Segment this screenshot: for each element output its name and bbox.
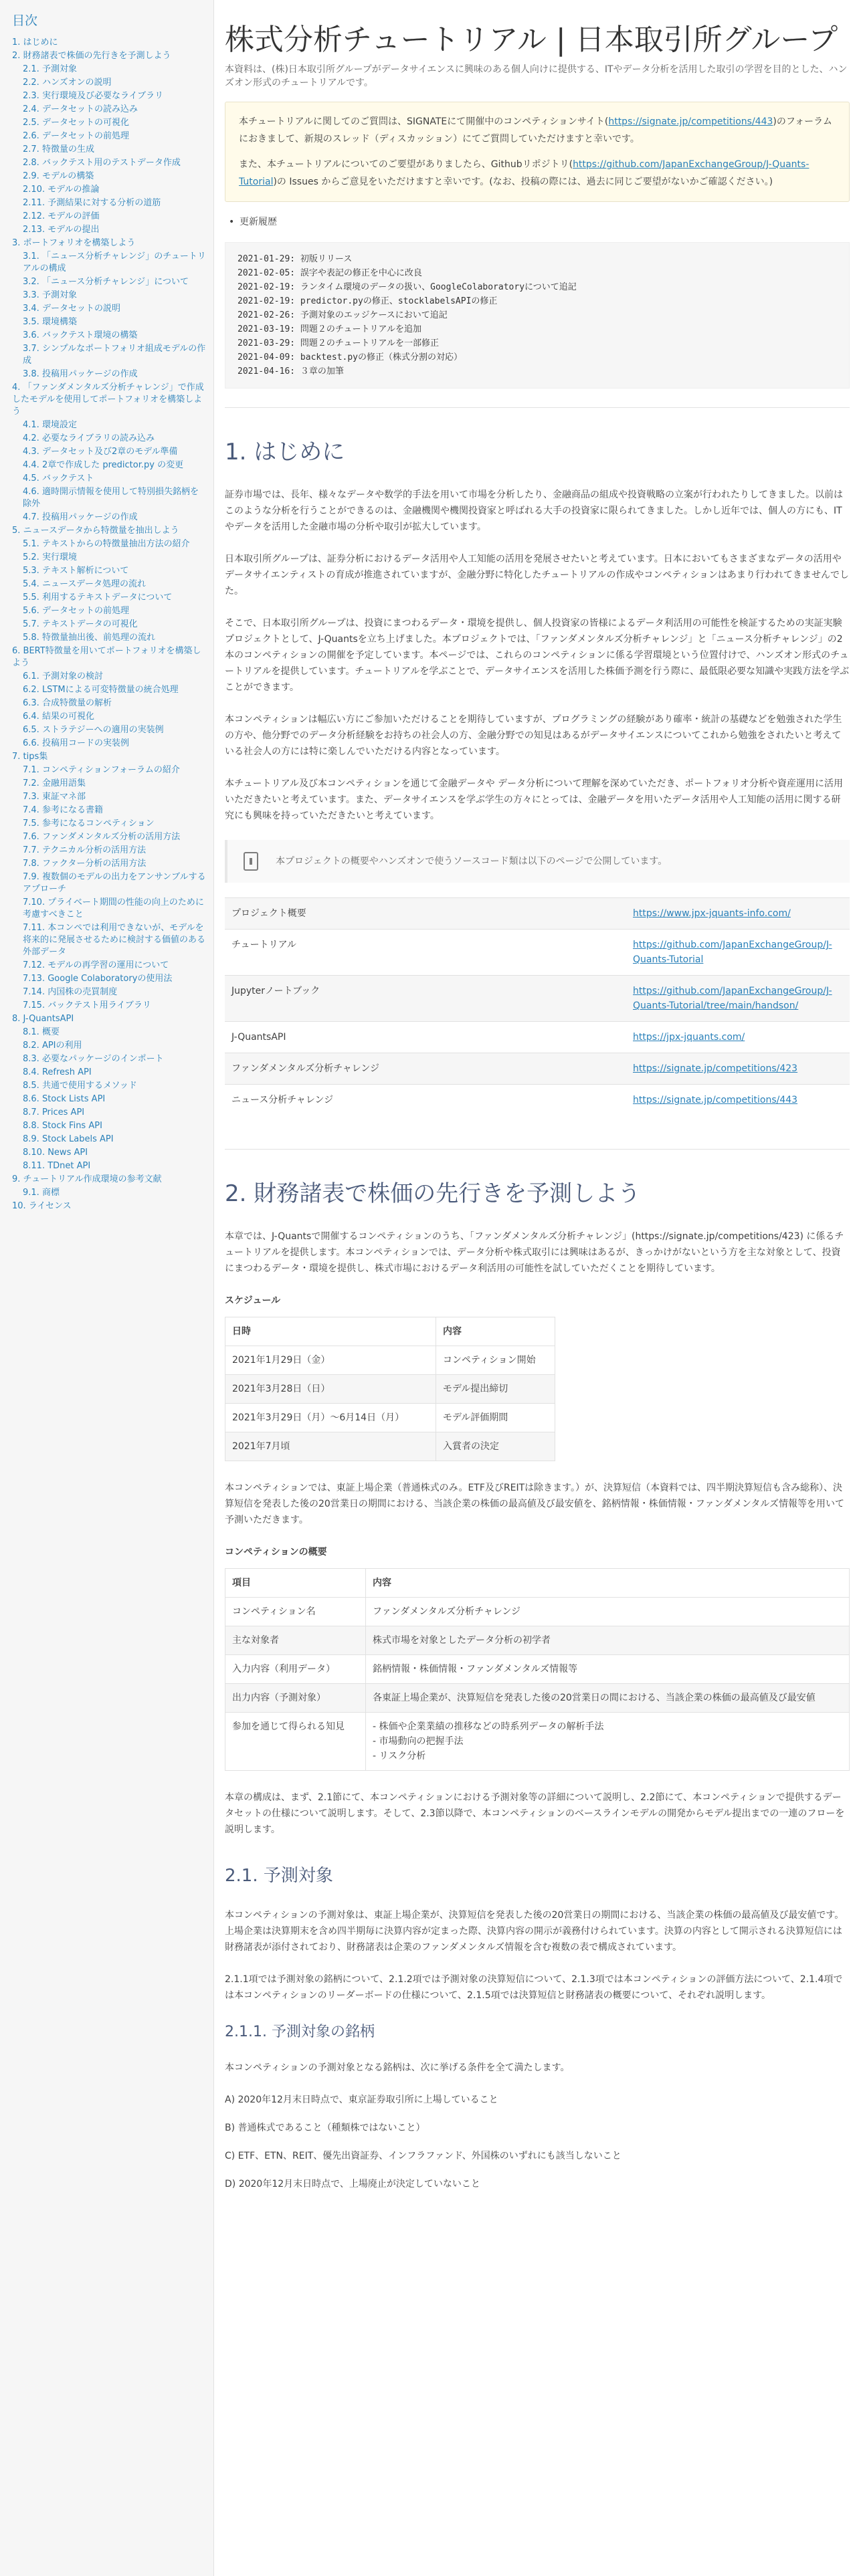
toc-item[interactable] — [9, 143, 207, 156]
table-of-contents — [0, 0, 214, 2576]
table-cell: 2021年3月29日（月）～6月14日（月） — [225, 1404, 436, 1432]
toc-link[interactable]: 8.5. 共通で使用するメソッド — [23, 1081, 137, 1091]
table-cell: ファンダメンタルズ分析チャレンジ — [366, 1598, 850, 1626]
toc-link[interactable]: 8.3. 必要なパッケージのインポート — [23, 1054, 164, 1064]
toc-item[interactable] — [9, 857, 207, 871]
table-row — [225, 1655, 850, 1684]
table-row — [225, 1713, 850, 1771]
resource-url-cell — [626, 1085, 850, 1116]
toc-item[interactable] — [9, 49, 207, 63]
intro-paragraph: 証券市場では、長年、様々なデータや数学的手法を用いて市場を分析したり、金融商品の組成や投資戦略の立案が行われたりしてきました。以前はこのような分析を行うことができるのは、金融機関や機関投資家と呼ばれる大手の投資家に限られてきました。しかし近年では、個人の方にも、ITやデータを活用した金融市場の分析や取引が拡大しています。 — [225, 490, 843, 532]
table-header: 日時 — [225, 1317, 436, 1346]
toc-link[interactable]: 8. J-QuantsAPI — [12, 1014, 74, 1024]
table-cell: 入賞者の決定 — [436, 1432, 555, 1461]
toc-item[interactable] — [9, 432, 207, 445]
table-cell: 各東証上場企業が、決算短信を発表した後の20営業日の間における、当該企業の株価の最高値及び最安値 — [366, 1684, 850, 1713]
toc-item[interactable] — [9, 1186, 207, 1200]
toc-link[interactable]: 7.3. 東証マネ部 — [23, 792, 86, 802]
toc-link[interactable]: 8.7. Prices API — [23, 1107, 85, 1117]
toc-link[interactable]: 2.7. 特徴量の生成 — [23, 144, 94, 154]
toc-list — [9, 36, 207, 1213]
toc-item[interactable] — [9, 63, 207, 76]
toc-item[interactable] — [9, 90, 207, 103]
notice-paragraph — [239, 113, 836, 148]
history-entry: 2021-02-19: ランタイム環境のデータの扱い、GoogleColaboratoryについて追記 — [237, 282, 577, 292]
info-icon — [244, 852, 258, 871]
toc-link[interactable]: 4.6. 適時開示情報を使用して特別損失銘柄を除外 — [23, 487, 199, 509]
toc-title: 目次 — [12, 13, 38, 28]
divider — [225, 407, 850, 408]
toc-item[interactable] — [9, 368, 207, 381]
subsection-heading-target: 2.1. 予測対象 — [225, 1866, 333, 1886]
resource-url-cell — [626, 1053, 850, 1085]
table-cell: - 株価や企業業績の推移などの時系列データの解析手法 - 市場動向の把握手法 - リスク分析 — [366, 1713, 850, 1771]
toc-link[interactable]: 4.3. データセット及び2章のモデル準備 — [23, 447, 178, 457]
toc-link[interactable]: 2.11. 予測結果に対する分析の道筋 — [23, 198, 161, 208]
history-label: • 更新履歴 — [225, 214, 850, 230]
toc-item[interactable] — [9, 764, 207, 777]
toc-item[interactable] — [9, 1012, 207, 1026]
history-entry: 2021-02-19: predictor.pyの修正、stocklabelsAPIの修正 — [237, 296, 498, 306]
toc-item[interactable] — [9, 524, 207, 538]
table-cell: コンペティション名 — [225, 1598, 366, 1626]
info-text: 本プロジェクトの概要やハンズオンで使うソースコード類は以下のページで公開しています。 — [276, 856, 668, 867]
toc-link[interactable]: 2.5. データセットの可視化 — [23, 118, 129, 128]
toc-link[interactable]: 8.6. Stock Lists API — [23, 1094, 106, 1104]
toc-item[interactable] — [9, 817, 207, 831]
toc-item[interactable] — [9, 183, 207, 197]
toc-item[interactable] — [9, 210, 207, 223]
toc-link[interactable]: 2.12. モデルの評価 — [23, 211, 100, 221]
toc-item[interactable] — [9, 289, 207, 302]
toc-link[interactable]: 7.12. モデルの再学習の運用について — [23, 960, 169, 970]
resource-link[interactable]: https://jpx-jquants.com/ — [633, 1032, 745, 1043]
intro-paragraph: そこで、日本取引所グループは、投資にまつわるデータ・環境を提供し、個人投資家の皆様によるデータ利活用の可能性を検証するための実証実験プロジェクトとして、J-Quantsを立ち上げました。本プロジェクトでは、「ファンダメンタルズ分析チャレンジ」と「ニュース分析チャレンジ」の2本のコンペティションの開催を予定しています。本ページでは、これらのコンペティションに係る学習環境という位置付けで、ハンズオン形式のチュートリアルを提供しています。チュートリアルを学ぶことで、データサイエンスを活用した株価予測を行う際に、最低限必要な知識や実践方法を学ぶことができます。 — [225, 618, 850, 693]
toc-link[interactable]: 10. ライセンス — [12, 1201, 72, 1211]
toc-item[interactable] — [9, 76, 207, 90]
notice-paragraph — [239, 156, 836, 191]
resource-name: チュートリアル — [225, 930, 626, 976]
toc-link[interactable]: 2. 財務諸表で株価の先行きを予測しよう — [12, 51, 171, 61]
history-entry: 2021-02-05: 誤字や表記の修正を中心に改良 — [237, 268, 422, 278]
page-intro: 本資料は、(株)日本取引所グループがデータサイエンスに興味のある個人向けに提供する、ITやデータ分析を活用した取引の学習を目的とした、ハンズオン形式のチュートリアルです。 — [225, 64, 848, 88]
toc-link[interactable]: 8.10. News API — [23, 1148, 88, 1158]
toc-link[interactable]: 5.5. 利用するテキストデータについて — [23, 593, 173, 603]
toc-link[interactable]: 7.2. 金融用語集 — [23, 778, 86, 788]
resource-url-cell — [626, 898, 850, 930]
toc-item[interactable] — [9, 1026, 207, 1039]
toc-link[interactable]: 7.11. 本コンペでは利用できないが、モデルを将来的に発展させるために検討する価値のある外部データ — [23, 923, 206, 957]
resource-name: ファンダメンタルズ分析チャレンジ — [225, 1053, 626, 1085]
toc-item[interactable] — [9, 419, 207, 432]
table-row — [225, 976, 850, 1022]
toc-link[interactable]: 4.7. 投稿用パッケージの作成 — [23, 512, 138, 522]
github-repo-link[interactable]: https://github.com/JapanExchangeGroup/J-Quants-Tutorial — [239, 159, 809, 187]
update-history-block — [225, 242, 850, 389]
resource-link[interactable]: https://www.jpx-jquants-info.com/ — [633, 908, 791, 919]
toc-link[interactable]: 3.4. データセットの説明 — [23, 304, 120, 314]
section-heading-intro: 1. はじめに — [225, 439, 345, 465]
toc-item[interactable] — [9, 710, 207, 724]
toc-link[interactable]: 2.10. モデルの推論 — [23, 185, 100, 195]
toc-link[interactable]: 3.3. 予測対象 — [23, 290, 77, 300]
subsubsection-heading-stocks: 2.1.1. 予測対象の銘柄 — [225, 2024, 375, 2040]
table-cell: モデル評価期間 — [436, 1404, 555, 1432]
toc-item[interactable] — [9, 697, 207, 710]
toc-link[interactable]: 6.5. ストラテジーへの適用の実装例 — [23, 725, 164, 735]
toc-item[interactable] — [9, 804, 207, 817]
toc-item[interactable] — [9, 844, 207, 857]
toc-item[interactable] — [9, 445, 207, 459]
table-row — [225, 1598, 850, 1626]
toc-item[interactable] — [9, 670, 207, 683]
toc-item[interactable] — [9, 130, 207, 143]
toc-item[interactable] — [9, 472, 207, 486]
toc-link[interactable]: 8.11. TDnet API — [23, 1161, 91, 1171]
resource-url-cell — [626, 976, 850, 1022]
toc-link[interactable]: 9.1. 商標 — [23, 1188, 60, 1198]
toc-item[interactable] — [9, 1066, 207, 1079]
toc-link[interactable]: 7.4. 参考になる書籍 — [23, 805, 103, 815]
toc-link[interactable]: 2.6. データセットの前処理 — [23, 131, 129, 141]
section2-structure: 本章の構成は、まず、2.1節にて、本コンペティションにおける予測対象等の詳細について説明し、2.2節にて、本コンペティションで提供するデータセットの仕様について説明します。そして、2.3節以降で、本コンペティションのベースラインモデルの開発からモデル提出までの一連のフローを説明します。 — [225, 1792, 845, 1835]
table-row — [225, 1053, 850, 1085]
toc-item[interactable] — [9, 683, 207, 697]
toc-link[interactable]: 6.4. 結果の可視化 — [23, 712, 94, 722]
resource-link[interactable]: https://github.com/JapanExchangeGroup/J-Quants-Tutorial — [633, 940, 832, 965]
table-cell: 2021年3月28日（日） — [225, 1375, 436, 1404]
table-row — [225, 1404, 555, 1432]
toc-link[interactable]: 8.4. Refresh API — [23, 1067, 92, 1077]
table-cell: コンペティション開始 — [436, 1346, 555, 1375]
toc-item[interactable] — [9, 986, 207, 999]
toc-link[interactable]: 3.5. 環境構築 — [23, 317, 77, 327]
toc-item[interactable] — [9, 250, 207, 276]
toc-link[interactable]: 3.2. 「ニュース分析チャレンジ」について — [23, 277, 189, 287]
toc-item[interactable] — [9, 831, 207, 844]
table-row — [225, 1375, 555, 1404]
toc-link[interactable]: 6. BERT特徴量を用いてポートフォリオを構築しよう — [12, 646, 201, 668]
intro-paragraphs — [225, 487, 850, 824]
toc-link[interactable]: 5.4. ニュースデータ処理の流れ — [23, 579, 147, 589]
notice-text: )のフォーラムにおきまして、新規のスレッド（ディスカッション）にてご質問していただけますと幸いです。 — [239, 116, 833, 144]
toc-item[interactable] — [9, 237, 207, 250]
stocks-paragraph: 本コンペティションの予測対象となる銘柄は、次に挙げる条件を全て満たします。 — [225, 2062, 570, 2073]
toc-item[interactable] — [9, 618, 207, 631]
toc-link[interactable]: 7.14. 内国株の売買制度 — [23, 987, 118, 997]
toc-link[interactable]: 3.6. バックテスト環境の構築 — [23, 330, 138, 340]
notice-box — [225, 102, 850, 202]
table-row — [225, 1432, 555, 1461]
toc-link[interactable]: 4.2. 必要なライブラリの読み込み — [23, 433, 155, 443]
resource-url-cell — [626, 1022, 850, 1053]
table-cell: 銘柄情報・株価情報・ファンダメンタルズ情報等 — [366, 1655, 850, 1684]
condition-item: A) 2020年12月末日時点で、東京証券取引所に上場していること — [225, 2095, 498, 2105]
toc-item[interactable] — [9, 116, 207, 130]
toc-link[interactable]: 6.1. 予測対象の検討 — [23, 671, 103, 681]
history-entry: 2021-04-16: ３章の加筆 — [237, 366, 344, 377]
toc-item[interactable] — [9, 1146, 207, 1160]
toc-link[interactable]: 7.15. バックテスト用ライブラリ — [23, 1000, 151, 1010]
intro-paragraph: 本チュートリアル及び本コンペティションを通じて金融データや データ分析について理解を深めていただき、ポートフォリオ分析や資産運用に活用いただきたいと考えています。また、データサイエンスを学ぶ学生の方々にとっては、金融データを用いたデータ活用や人工知能の活用に関する研究にも興味を持っていただきたいと考えています。 — [225, 778, 843, 821]
toc-item[interactable] — [9, 777, 207, 790]
toc-item[interactable] — [9, 564, 207, 578]
resource-url-cell — [626, 930, 850, 976]
toc-item[interactable] — [9, 1160, 207, 1173]
toc-item[interactable] — [9, 486, 207, 511]
toc-link[interactable]: 7.10. プライベート期間の性能の向上のために考慮すべきこと — [23, 897, 204, 920]
signate-forum-link[interactable]: https://signate.jp/competitions/443 — [608, 116, 773, 127]
toc-item[interactable] — [9, 1133, 207, 1146]
table-cell: 2021年1月29日（金） — [225, 1346, 436, 1375]
toc-item[interactable] — [9, 197, 207, 210]
toc-link[interactable]: 7.1. コンペティションフォーラムの紹介 — [23, 765, 180, 775]
toc-item[interactable] — [9, 329, 207, 342]
toc-item[interactable] — [9, 459, 207, 472]
toc-item[interactable] — [9, 896, 207, 922]
toc-link[interactable]: 8.8. Stock Fins API — [23, 1121, 102, 1131]
toc-link[interactable]: 2.1. 予測対象 — [23, 64, 77, 74]
toc-link[interactable]: 6.3. 合成特徴量の解析 — [23, 698, 112, 708]
toc-item[interactable] — [9, 223, 207, 237]
resource-name: ニュース分析チャレンジ — [225, 1085, 626, 1116]
table-row — [225, 898, 850, 930]
resource-link[interactable]: https://signate.jp/competitions/443 — [633, 1095, 798, 1105]
toc-link[interactable]: 6.6. 投稿用コードの実装例 — [23, 738, 129, 748]
table-header: 項目 — [225, 1569, 366, 1598]
table-cell: モデル提出締切 — [436, 1375, 555, 1404]
toc-item[interactable] — [9, 1173, 207, 1186]
toc-link[interactable]: 7. tips集 — [12, 752, 48, 762]
table-header: 内容 — [436, 1317, 555, 1346]
toc-item[interactable] — [9, 511, 207, 524]
toc-item[interactable] — [9, 103, 207, 116]
toc-link[interactable]: 7.5. 参考になるコンペティション — [23, 819, 155, 829]
notice-text: )の Issues からご意見をいただけますと幸いです。(なお、投稿の際には、過去に同じご要望がないかご確認ください。) — [273, 177, 773, 187]
toc-item[interactable] — [9, 724, 207, 737]
toc-item[interactable] — [9, 36, 207, 49]
toc-item[interactable] — [9, 342, 207, 368]
overview-table — [225, 1568, 850, 1771]
toc-item[interactable] — [9, 605, 207, 618]
toc-link[interactable]: 2.8. バックテスト用のテストデータ作成 — [23, 158, 181, 168]
toc-item[interactable] — [9, 551, 207, 564]
resource-name: J-QuantsAPI — [225, 1022, 626, 1053]
toc-item[interactable] — [9, 302, 207, 316]
toc-item[interactable] — [9, 631, 207, 645]
resource-link[interactable]: https://signate.jp/competitions/423 — [633, 1063, 798, 1074]
resource-name: プロジェクト概要 — [225, 898, 626, 930]
toc-link[interactable]: 7.9. 複数個のモデルの出力をアンサンブルするアプローチ — [23, 872, 206, 894]
history-entry: 2021-02-26: 予測対象のエッジケースにおいて追記 — [237, 310, 448, 320]
toc-link[interactable]: 7.6. ファンダメンタルズ分析の活用方法 — [23, 832, 181, 842]
toc-link[interactable]: 1. はじめに — [12, 37, 58, 47]
table-cell: 出力内容（予測対象） — [225, 1684, 366, 1713]
toc-item[interactable] — [9, 1079, 207, 1093]
toc-link[interactable]: 2.2. ハンズオンの説明 — [23, 78, 112, 88]
condition-item: B) 普通株式であること（種類株ではないこと） — [225, 2123, 425, 2133]
toc-link[interactable]: 7.13. Google Colaboratoryの使用法 — [23, 974, 173, 984]
schedule-table — [225, 1317, 555, 1461]
toc-item[interactable] — [9, 1093, 207, 1106]
condition-item: C) ETF、ETN、REIT、優先出資証券、インフラファンド、外国株のいずれにも該当しないこと — [225, 2151, 622, 2161]
target-paragraph: 本コンペティションの予測対象は、東証上場企業が、決算短信を発表した後の20営業日の期間における、当該企業の株価の最高値及び最安値です。上場企業は決算期末を含め四半期毎に決算内容が定まった際、決算内容の開示が義務付けられています。決算の内容として開示される決算短信には財務諸表が添付されており、財務諸表は企業のファンダメンタルズ情報を含む複数の表で構成されています。 — [225, 1910, 844, 1953]
history-entry: 2021-04-09: backtest.pyの修正（株式分割の対応） — [237, 352, 463, 362]
toc-link[interactable]: 5.6. データセットの前処理 — [23, 606, 129, 616]
table-cell: 入力内容（利用データ） — [225, 1655, 366, 1684]
toc-link[interactable]: 7.7. テクニカル分析の活用方法 — [23, 845, 147, 855]
table-row — [225, 1022, 850, 1053]
toc-item[interactable] — [9, 170, 207, 183]
schedule-title: スケジュール — [225, 1295, 281, 1306]
toc-link[interactable]: 4. 「ファンダメンタルズ分析チャレンジ」で作成したモデルを使用してポートフォリオを構築しよう — [12, 383, 204, 417]
conditions-list — [225, 2092, 850, 2192]
toc-link[interactable]: 2.9. モデルの構築 — [23, 171, 94, 181]
toc-link[interactable]: 5.8. 特徴量抽出後、前処理の流れ — [23, 633, 155, 643]
intro-paragraph: 本コンペティションは幅広い方にご参加いただけることを期待していますが、プログラミングの経験があり確率・統計の基礎などを勉強された学生の方や、他分野でのデータ分析経験をお持ちの社会人の方、金融分野での知見はあるがデータサイエンスについてこれから勉強をされたいと考えている社会人の方には特に楽しんでいただける内容となっています。 — [225, 714, 842, 757]
table-row — [225, 1085, 850, 1116]
history-entry: 2021-03-29: 問題２のチュートリアルを一部修正 — [237, 338, 440, 348]
toc-link[interactable]: 5.7. テキストデータの可視化 — [23, 619, 138, 629]
toc-item[interactable] — [9, 959, 207, 972]
toc-link[interactable]: 3.7. シンプルなポートフォリオ組成モデルの作成 — [23, 344, 206, 366]
toc-item[interactable] — [9, 750, 207, 764]
table-cell: 2021年7月頃 — [225, 1432, 436, 1461]
toc-link[interactable]: 4.4. 2章で作成した predictor.py の変更 — [23, 460, 184, 470]
toc-link[interactable]: 5.3. テキスト解析について — [23, 566, 129, 576]
toc-item[interactable] — [9, 922, 207, 959]
toc-link[interactable]: 9. チュートリアル作成環境の参考文献 — [12, 1174, 162, 1184]
table-cell: 主な対象者 — [225, 1626, 366, 1655]
table-header: 内容 — [366, 1569, 850, 1598]
toc-link[interactable]: 2.13. モデルの提出 — [23, 225, 100, 235]
resource-link[interactable]: https://github.com/JapanExchangeGroup/J-Quants-Tutorial/tree/main/handson/ — [633, 986, 832, 1011]
toc-item[interactable] — [9, 871, 207, 896]
toc-link[interactable]: 8.2. APIの利用 — [23, 1041, 82, 1051]
resource-links-table — [225, 897, 850, 1115]
toc-item[interactable] — [9, 645, 207, 670]
section2-description: 本コンペティションでは、東証上場企業（普通株式のみ。ETF及びREITは除きます。）が、決算短信（本資料では、四半期決算短信も含み総称）、決算短信を発表した後の20営業日の期間における、当該企業の株価の最高値及び最安値を、銘柄情報・株価情報・ファンダメンタルズ情報等を用いて予測いただきます。 — [225, 1483, 844, 1525]
toc-item[interactable] — [9, 1119, 207, 1133]
info-box — [225, 840, 850, 883]
resource-name: Jupyterノートブック — [225, 976, 626, 1022]
toc-item[interactable] — [9, 381, 207, 419]
condition-item: D) 2020年12月末日時点で、上場廃止が決定していないこと — [225, 2179, 480, 2189]
toc-link[interactable]: 3.1. 「ニュース分析チャレンジ」のチュートリアルの構成 — [23, 251, 206, 274]
toc-item[interactable] — [9, 972, 207, 986]
toc-link[interactable]: 4.1. 環境設定 — [23, 420, 77, 430]
toc-item[interactable] — [9, 538, 207, 551]
table-cell: 株式市場を対象としたデータ分析の初学者 — [366, 1626, 850, 1655]
toc-item[interactable] — [9, 316, 207, 329]
toc-item[interactable] — [9, 737, 207, 750]
toc-link[interactable]: 5.2. 実行環境 — [23, 552, 77, 562]
notice-text: 本チュートリアルに関してのご質問は、SIGNATEにて開催中のコンペティションサイト( — [239, 116, 609, 127]
table-cell: 参加を通じて得られる知見 — [225, 1713, 366, 1771]
page-title: 株式分析チュートリアル | 日本取引所グループ — [225, 23, 838, 57]
toc-item[interactable] — [9, 790, 207, 804]
toc-item[interactable] — [9, 1200, 207, 1213]
section2-intro: 本章では、J-Quantsで開催するコンペティションのうち、「ファンダメンタルズ分析チャレンジ」(https://signate.jp/competitions/423) に係るチュートリアルを提供します。本コンペティションでは、データ分析や株式取引には興味はあるが、きっかけがないという方を主な対象として、投資にまつわるデータ・環境を提供し、株式市場におけるデータ利活用の可能性を試していただくことを期待しています。 — [225, 1231, 844, 1274]
main-content — [225, 0, 850, 2204]
toc-link[interactable]: 4.5. バックテスト — [23, 473, 94, 484]
toc-link[interactable]: 2.4. データセットの読み込み — [23, 104, 138, 114]
toc-item[interactable] — [9, 999, 207, 1012]
toc-item[interactable] — [9, 1053, 207, 1066]
toc-link[interactable]: 3.8. 投稿用パッケージの作成 — [23, 369, 138, 379]
intro-paragraph: 日本取引所グループは、証券分析におけるデータ活用や人工知能の活用を発展させたいと考えています。日本においてもさまざまなデータの活用やデータサイエンティストの育成が推進されていますが、金融分野に特化したチュートリアルの作成やコンペティションはあまり行われてきませんでした。 — [225, 554, 849, 597]
toc-item[interactable] — [9, 1106, 207, 1119]
toc-link[interactable]: 7.8. ファクター分析の活用方法 — [23, 859, 147, 869]
target-structure-paragraph: 2.1.1項では予測対象の銘柄について、2.1.2項では予測対象の決算短信について、2.1.3項では本コンペティションの評価方法について、2.1.4項では本コンペティションのリーダーボードの仕様について、2.1.5項では決算短信と財務諸表の概要について、それぞれ説明します。 — [225, 1974, 843, 2001]
toc-link[interactable]: 5. ニュースデータから特徴量を抽出しよう — [12, 526, 179, 536]
table-row — [225, 1346, 555, 1375]
notice-text: また、本チュートリアルについてのご要望がありましたら、Githubリポジトリ( — [239, 159, 573, 170]
history-entry: 2021-01-29: 初版リリース — [237, 254, 353, 264]
toc-item[interactable] — [9, 591, 207, 605]
toc-item[interactable] — [9, 578, 207, 591]
toc-item[interactable] — [9, 1039, 207, 1053]
table-row — [225, 1626, 850, 1655]
toc-item[interactable] — [9, 156, 207, 170]
history-entry: 2021-03-19: 問題２のチュートリアルを追加 — [237, 324, 422, 334]
divider — [225, 1149, 850, 1150]
table-row — [225, 930, 850, 976]
toc-link[interactable]: 3. ポートフォリオを構築しよう — [12, 238, 136, 248]
toc-link[interactable]: 5.1. テキストからの特徴量抽出方法の紹介 — [23, 539, 190, 549]
table-row — [225, 1684, 850, 1713]
toc-link[interactable]: 2.3. 実行環境及び必要なライブラリ — [23, 91, 164, 101]
toc-item[interactable] — [9, 276, 207, 289]
toc-link[interactable]: 8.1. 概要 — [23, 1027, 60, 1037]
toc-link[interactable]: 6.2. LSTMによる可変特徴量の統合処理 — [23, 685, 179, 695]
section-heading-fundamentals: 2. 財務諸表で株価の先行きを予測しよう — [225, 1180, 641, 1207]
toc-link[interactable]: 8.9. Stock Labels API — [23, 1134, 114, 1144]
overview-title: コンペティションの概要 — [225, 1547, 327, 1558]
